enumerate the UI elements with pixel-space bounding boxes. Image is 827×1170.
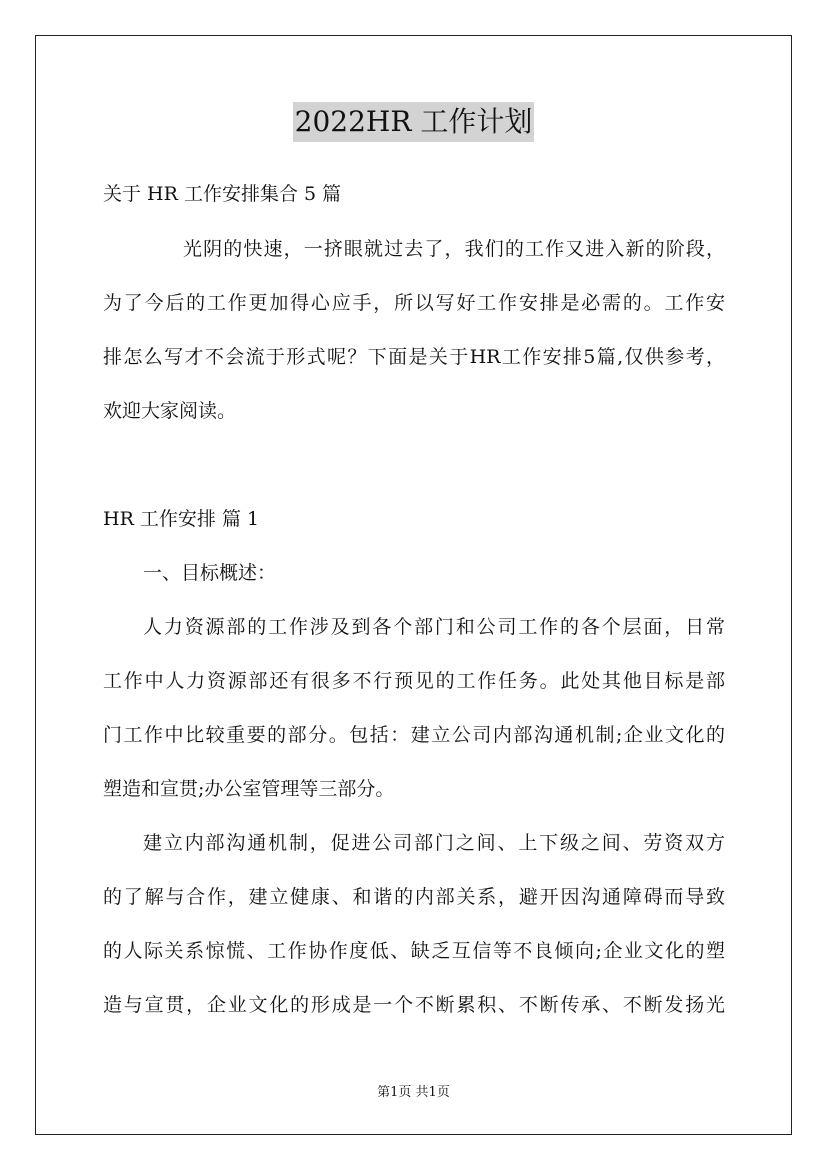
page-number: 第1页 共1页 [377, 1085, 450, 1100]
paragraph2-line-1: 建立内部沟通机制，促进公司部门之间、上下级之间、劳资双方 [143, 832, 725, 854]
intro-line-4: 欢迎大家阅读。 [103, 400, 237, 422]
intro-line-2: 为了今后的工作更加得心应手，所以写好工作安排是必需的。工作安 [103, 292, 725, 314]
paragraph2-line-4: 造与宣贯，企业文化的形成是一个不断累积、不断传承、不断发扬光 [103, 994, 725, 1016]
section-heading: HR 工作安排 篇 1 [103, 508, 260, 530]
subheading: 一、目标概述： [143, 562, 277, 584]
intro-line-1: 光阴的快速，一挤眼就过去了，我们的工作又进入新的阶段， [183, 238, 725, 260]
paragraph1-line-4: 塑造和宣贯;办公室管理等三部分。 [103, 778, 395, 800]
paragraph1-line-2: 工作中人力资源部还有很多不行预见的工作任务。此处其他目标是部 [103, 670, 725, 692]
paragraph2-line-3: 的人际关系惊慌、工作协作度低、缺乏互信等不良倾向;企业文化的塑 [103, 940, 725, 962]
document-subtitle: 关于 HR 工作安排集合 5 篇 [103, 183, 342, 205]
title-block [0, 102, 827, 142]
paragraph1-line-3: 门工作中比较重要的部分。包括：建立公司内部沟通机制;企业文化的 [103, 724, 725, 746]
paragraph1-line-1: 人力资源部的工作涉及到各个部门和公司工作的各个层面，日常 [143, 616, 725, 638]
document-title: 2022HR 工作计划 [293, 102, 535, 142]
intro-line-3: 排怎么写才不会流于形式呢？下面是关于HR工作安排5篇,仅供参考， [103, 346, 725, 368]
paragraph2-line-2: 的了解与合作，建立健康、和谐的内部关系，避开因沟通障碍而导致 [103, 886, 725, 908]
